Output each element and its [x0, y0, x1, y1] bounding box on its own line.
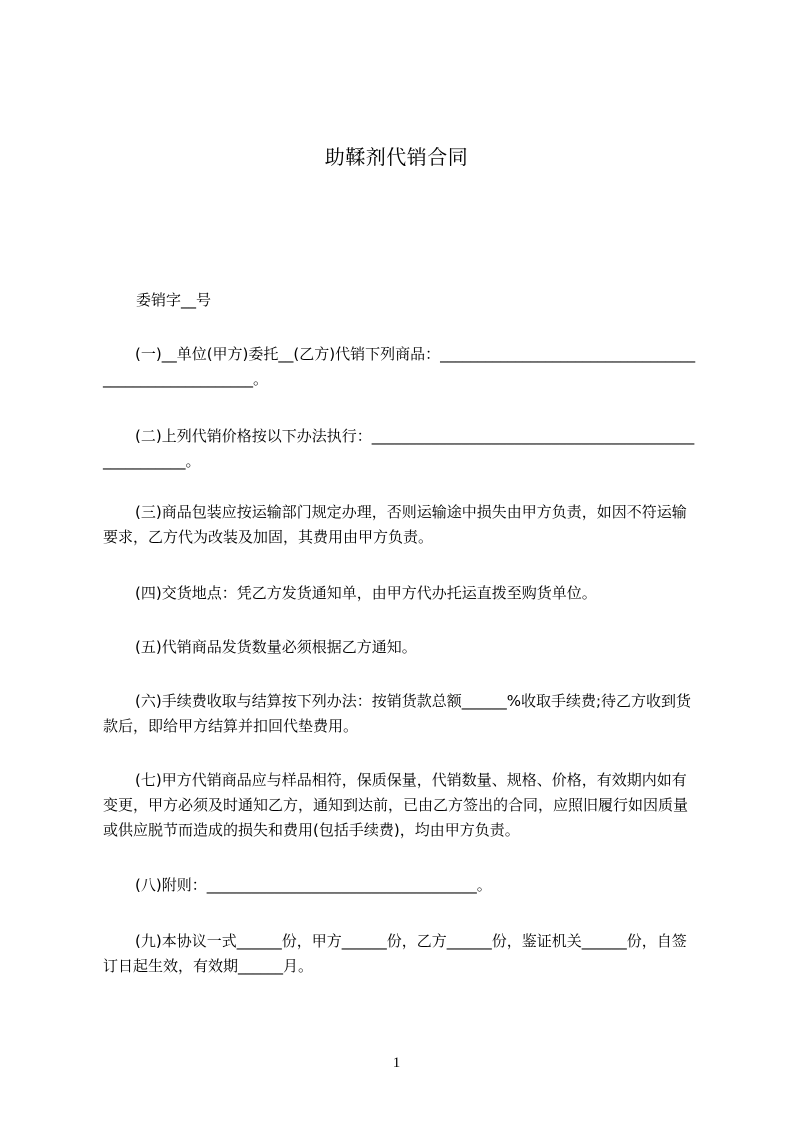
page-number: 1: [392, 1055, 401, 1071]
clause-7: (七)甲方代销商品应与样品相符，保质保量，代销数量、规格、价格，有效期内如有变更，甲方必须及时通知乙方，通知到达前，已由乙方签出的合同，应照旧履行如因质量或供应脱节而造成的损失和费用(包括手续费)，均由甲方负责。: [103, 771, 689, 839]
clause-4: (四)交货地点：凭乙方发货通知单，由甲方代办托运直拨至购货单位。: [135, 584, 597, 602]
clause-3: (三)商品包装应按运输部门规定办理，否则运输途中损失由甲方负责，如因不符运输要求，乙方代为改装及加固，其费用由甲方负责。: [103, 503, 687, 546]
clause-5: (五)代销商品发货数量必须根据乙方通知。: [135, 638, 417, 656]
clause-1: (一)__单位(甲方)委托__(乙方)代销下列商品：______________________________________________________。: [103, 345, 696, 388]
clause-6: (六)手续费收取与结算按下列办法：按销货款总额______%收取手续费;待乙方收到货款后，即给甲方结算并扣回代垫费用。: [103, 692, 692, 735]
document-title: 助鞣剂代销合同: [324, 145, 469, 169]
clause-9: (九)本协议一式______份，甲方______份，乙方______份，鉴证机关______份，自签订日起生效，有效期______月。: [103, 932, 687, 975]
clause-8: (八)附则：____________________________________。: [135, 876, 492, 894]
clause-2: (二)上列代销价格按以下办法执行：______________________________________________________。: [103, 427, 695, 470]
contract-reference-number: 委销字__号: [136, 291, 212, 309]
